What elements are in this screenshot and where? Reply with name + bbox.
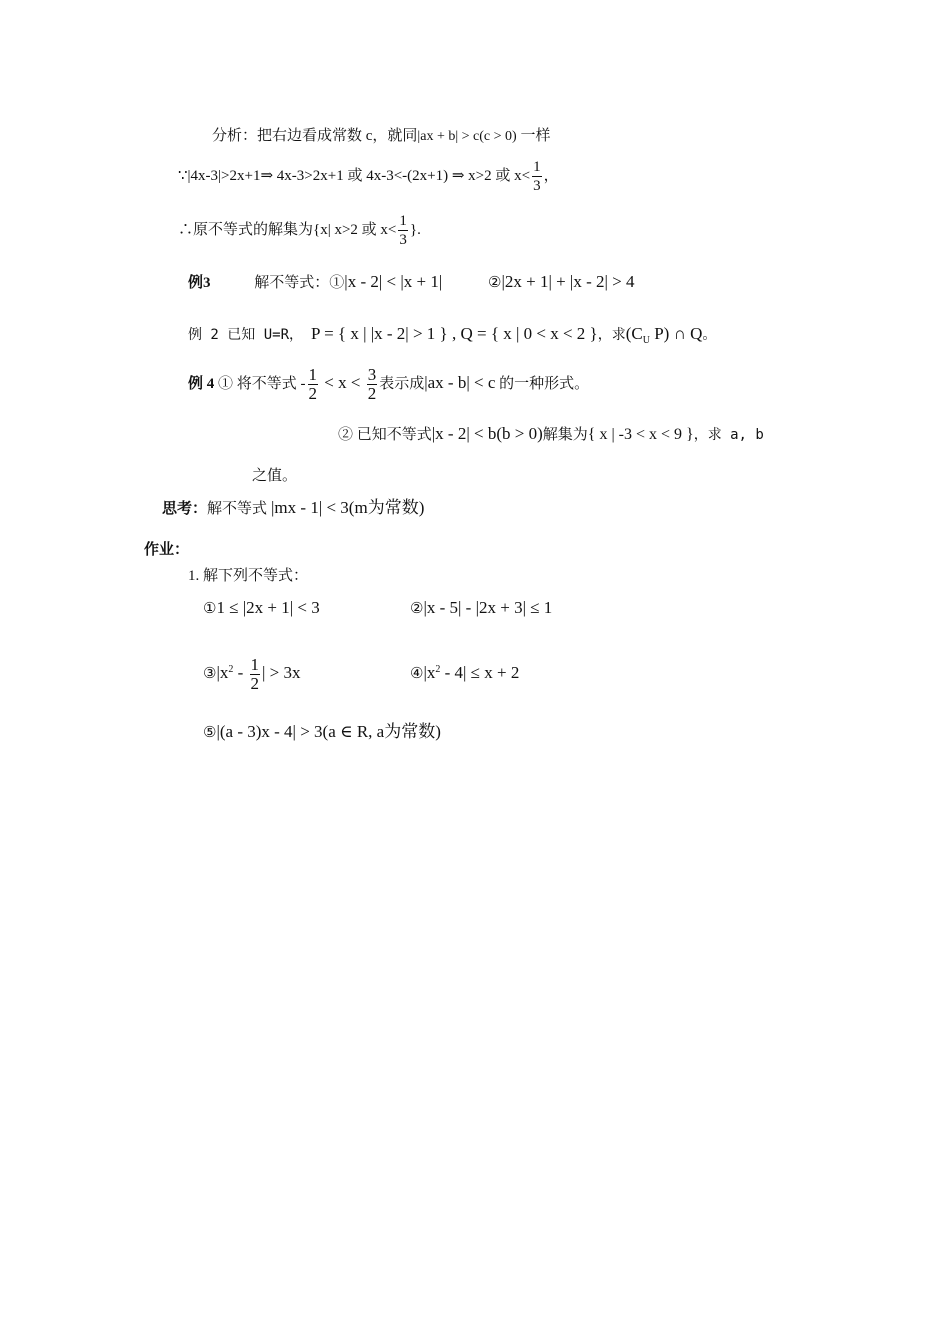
fraction-denominator: 3 [399,232,407,248]
example-4-inequality: |x - 2| < b(b > 0) [431,424,543,443]
think-label: 思考： [162,501,208,517]
example-3-label: 例3 [188,275,211,291]
circled-number-2: ② [338,427,354,443]
circled-number-1: ① [203,601,217,617]
homework-inequality-4-a: |x [423,663,436,682]
fraction-denominator: 2 [367,384,377,403]
example-3-inequality-1: |x - 2| < |x + 1| [344,272,443,291]
therefore-text: ∴原不等式的解集为{x| x>2 或 x< [178,221,397,238]
example-4-text-5: 解集为 [542,427,588,443]
example-2-subscript: U [642,334,650,346]
because-tail: ， [543,167,559,184]
example-4-line-2 [338,424,764,445]
fraction-denominator: 3 [533,178,541,194]
homework-question-1: 1. 解下列不等式： [188,568,309,584]
circled-number-3: ③ [203,665,217,682]
circled-number-2: ② [410,601,424,617]
therefore-tail: }. [409,221,421,238]
example-4-fraction-1 [308,366,319,403]
homework-inequality-3-c: | > 3x [262,662,301,682]
example-3-inequality-2: |2x + 1| + |x - 2| > 4 [501,272,635,291]
homework-item-4 [410,660,519,684]
therefore-fraction [398,212,408,249]
homework-inequality-3-a: |x [216,662,229,682]
analysis-math: |ax + b| > c(c > 0) [417,129,517,144]
homework-inequality-3-fraction [250,656,261,693]
homework-title: 作业： [144,542,190,558]
analysis-label: 分析：把右边看成常数 c，就同 [212,128,418,144]
example-4-mid: < x < [320,372,365,392]
circled-number-2: ② [488,275,502,291]
think-inequality: |mx - 1| < 3(m为常数) [271,498,425,517]
homework-item-3 [203,656,301,693]
fraction-numerator: 1 [308,365,318,384]
homework-inequality-2: |x - 5| - |2x + 3| ≤ 1 [423,598,553,617]
example-3-line [188,272,635,293]
example-4-text-7: 之值。 [252,468,298,484]
example-4-line-1 [188,366,589,403]
example-4-text-2: 表示成 [379,375,425,392]
analysis-line [212,126,550,147]
homework-item-1 [203,598,320,619]
homework-inequality-4-b: - 4| ≤ x + 2 [440,663,520,682]
circled-number-4: ④ [410,666,424,682]
homework-item-2 [410,598,552,619]
homework-inequality-3-exponent: 2 [228,663,234,675]
homework-item-5 [203,722,441,743]
homework-inequality-1: 1 ≤ |2x + 1| < 3 [216,598,320,617]
circled-number-1: ① [329,275,345,291]
fraction-denominator: 2 [250,674,260,693]
analysis-tail: 一样 [516,128,551,144]
example-4-form: |ax - b| < c [424,372,496,392]
example-2-label: 例 2 已知 U=R， [188,327,304,343]
because-text: ∵|4x-3|>2x+1⇒ 4x-3>2x+1 或 4x-3<-(2x+1) ⇒ x>2 或 x< [178,167,531,184]
homework-inequality-5: |(a - 3)x - 4| > 3(a ∈ R, a为常数) [216,722,441,741]
example-4-line-3 [252,466,297,486]
homework-inequality-3-b: - [233,662,248,682]
example-2-complement: (C [625,324,643,343]
example-4-text-3: 的一种形式。 [495,375,590,392]
example-4-fraction-2 [367,366,378,403]
therefore-line [178,212,421,249]
example-4-text-1: 将不等式 - [233,375,306,392]
think-line [162,498,424,519]
circled-number-5: ⑤ [203,725,217,741]
fraction-numerator: 1 [533,159,541,175]
example-2-tail: 。 [702,327,717,343]
example-4-text-4: 已知不等式 [353,427,432,443]
example-4-solution-set: { x | -3 < x < 9 } [587,426,694,443]
example-4-label: 例 4 [188,375,215,392]
because-fraction [532,158,542,195]
example-2-intersection: P) ∩ Q [649,324,703,343]
think-prompt: 解不等式 [207,501,268,517]
fraction-denominator: 2 [308,384,318,403]
example-3-prompt: 解不等式： [254,275,330,291]
homework-inequality-4-exponent: 2 [435,664,441,675]
fraction-numerator: 1 [250,655,260,674]
example-2-line [188,324,716,351]
example-2-mid: ，求 [597,327,626,343]
because-line [178,158,559,195]
circled-number-1: ① [218,375,234,392]
example-4-text-6: ，求 a, b [693,427,764,443]
example-2-sets: P = { x | |x - 2| > 1 } , Q = { x | 0 < x < 2 } [311,324,598,343]
fraction-numerator: 3 [367,365,377,384]
fraction-numerator: 1 [399,213,407,229]
